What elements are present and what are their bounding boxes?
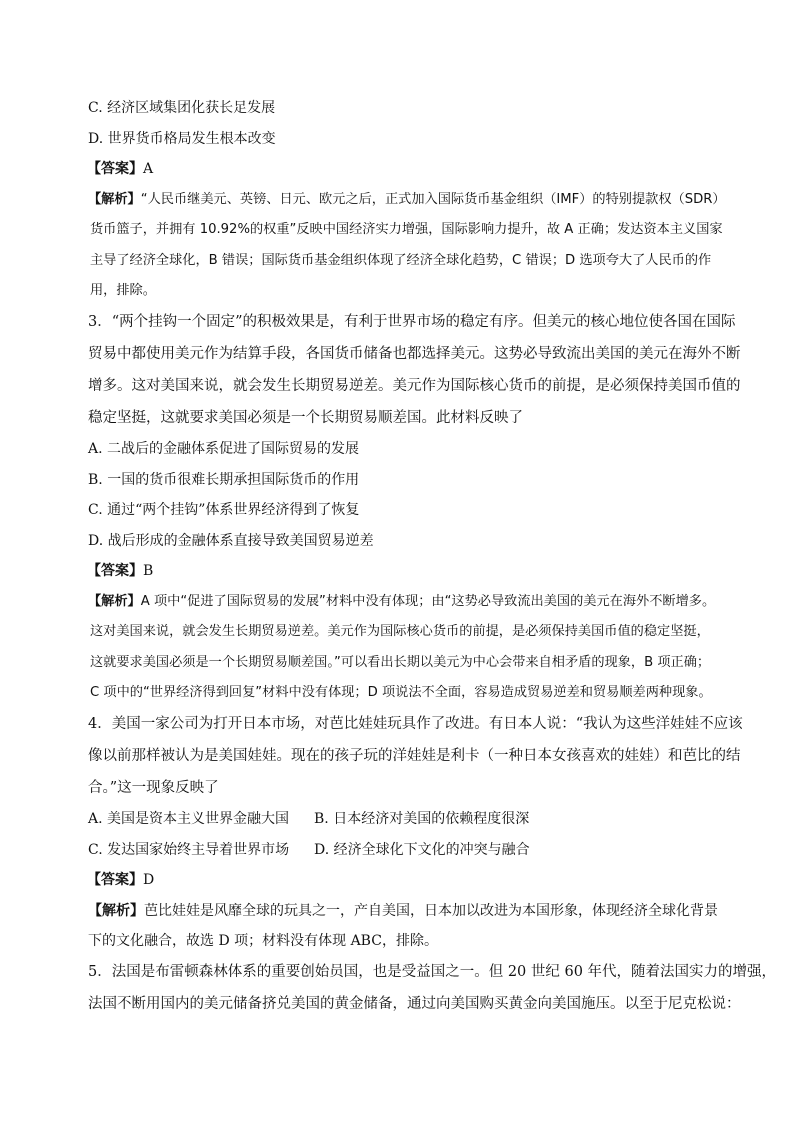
q3-stem	[88, 312, 741, 429]
q3-option-d: D. 战后形成的金融体系直接导致美国贸易逆差	[88, 532, 374, 549]
q3-explanation	[88, 592, 716, 704]
answer-tag: 【答案】	[87, 872, 143, 888]
answer-tag: 【答案】	[87, 563, 143, 579]
stem-line: 像以前那样被认为是美国娃娃。现在的孩子玩的洋娃娃是利卡（一种日本女孩喜欢的娃娃）和芭比的结	[88, 747, 741, 764]
stem-line: 5．法国是布雷顿森林体系的重要创始员国，也是受益国之一。但 20 世纪 60 年代，随着法国实力的增强，	[88, 963, 777, 980]
q3-option-b: B. 一国的货币很难长期承担国际货币的作用	[88, 471, 360, 488]
explanation-tag: 【解析】	[88, 593, 141, 609]
stem-line: 贸易中都使用美元作为结算手段，各国货币储备也都选择美元。这势必导致流出美国的美元在海外不断	[88, 345, 741, 362]
q4-options-row-2	[88, 840, 708, 860]
answer-value: D	[143, 872, 155, 888]
q3-option-c: C. 通过“两个挂钩”体系世界经济得到了恢复	[88, 502, 360, 518]
q4-stem	[88, 714, 743, 799]
q3-option-a: A. 二战后的金融体系促进了国际贸易的发展	[88, 441, 360, 457]
stem-line: 3．“两个挂钩一个固定”的积极效果是，有利于世界市场的稳定有序。但美元的核心地位使各国在国际	[88, 313, 736, 330]
answer-value: A	[143, 161, 154, 177]
explanation-line: 用，排除。	[90, 283, 156, 298]
q4-answer	[87, 870, 708, 890]
explanation-line: 货币篮子，并拥有 10.92%的权重”反映中国经济实力增强，国际影响力提升，故 A 正确；发达资本主义国家	[90, 222, 723, 237]
explanation-line: “人民币继美元、英镑、日元、欧元之后，正式加入国际货币基金组织（IMF）的特别提款权（SDR）	[140, 191, 726, 207]
q4-option-d: D. 经济全球化下文化的冲突与融合	[314, 841, 530, 858]
q4-option-b: B. 日本经济对美国的依赖程度很深	[314, 811, 530, 827]
explanation-line: 主导了经济全球化，B 错误；国际货币基金组织体现了经济全球化趋势，C 错误；D 选项夸大了人民币的作	[90, 252, 712, 268]
q2-explanation	[88, 190, 726, 302]
q4-options-row-1	[88, 809, 708, 829]
stem-line: 4．美国一家公司为打开日本市场，对芭比娃娃玩具作了改进。有日本人说：“我认为这些洋娃娃不应该	[88, 715, 743, 732]
q4-option-a: A. 美国是资本主义世界金融大国	[88, 811, 290, 827]
q2-option-d: D. 世界货币格局发生根本改变	[88, 130, 276, 147]
stem-line: 法国不断用国内的美元储备挤兑美国的黄金储备，通过向美国购买黄金向美国施压。以至于尼克松说：	[88, 995, 741, 1012]
stem-line: 合。”这一现象反映了	[88, 779, 219, 796]
q3-answer	[87, 561, 708, 581]
document-page	[87, 98, 777, 1025]
answer-tag: 【答案】	[87, 161, 143, 177]
q2-answer	[87, 159, 708, 179]
q4-option-c: C. 发达国家始终主导着世界市场	[88, 841, 290, 858]
explanation-tag: 【解析】	[88, 902, 144, 919]
stem-line: 增多。这对美国来说，就会发生长期贸易逆差。美元作为国际核心货币的前提，是必须保持美国币值的	[88, 377, 741, 394]
explanation-line: C 项中的“世界经济得到回复”材料中没有体现；D 项说法不全面，容易造成贸易逆差和贸易顺差两种现象。	[90, 685, 712, 700]
q5-stem	[88, 962, 777, 1015]
answer-value: B	[143, 563, 154, 579]
explanation-line: 这就要求美国必须是一个长期贸易顺差国。”可以看出长期以美元为中心会带来自相矛盾的现象，B 项正确；	[90, 654, 711, 670]
explanation-line: A 项中“促进了国际贸易的发展”材料中没有体现；由“这势必导致流出美国的美元在海外不断增多。	[140, 593, 716, 609]
explanation-tag: 【解析】	[88, 191, 141, 207]
explanation-line: 芭比娃娃是风靡全球的玩具之一，产自美国，日本加以改进为本国形象，体现经济全球化背景	[144, 902, 718, 919]
q2-option-c: C. 经济区域集团化获长足发展	[88, 100, 276, 116]
explanation-line: 这对美国来说，就会发生长期贸易逆差。美元作为国际核心货币的前提，是必须保持美国币值的稳定坚挺，	[90, 624, 710, 639]
explanation-line: 下的文化融合，故选 D 项；材料没有体现 ABC，排除。	[88, 933, 438, 949]
stem-line: 稳定坚挺，这就要求美国必须是一个长期贸易顺差国。此材料反映了	[88, 409, 523, 426]
q4-explanation	[88, 901, 718, 952]
